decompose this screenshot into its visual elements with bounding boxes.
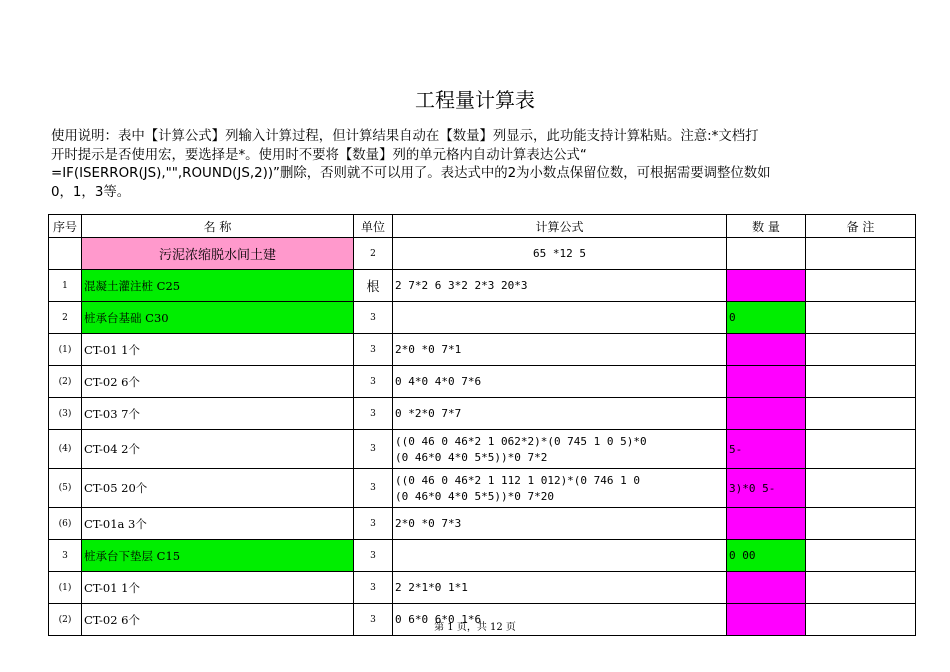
- row-remark[interactable]: [806, 572, 916, 604]
- row-unit[interactable]: 3: [354, 366, 393, 398]
- row-index: 1: [49, 270, 82, 302]
- instructions-line: 0，1，3等。: [51, 184, 131, 200]
- row-index: (1): [49, 334, 82, 366]
- row-remark[interactable]: [806, 334, 916, 366]
- row-unit[interactable]: 2: [354, 238, 393, 270]
- row-name[interactable]: 桩承台下垫层 C15: [82, 540, 354, 572]
- row-remark[interactable]: [806, 302, 916, 334]
- row-name[interactable]: CT-01 1个: [82, 334, 354, 366]
- header-name: 名 称: [82, 215, 354, 238]
- header-formula: 计算公式: [393, 215, 727, 238]
- row-name[interactable]: 桩承台基础 C30: [82, 302, 354, 334]
- row-unit[interactable]: 3: [354, 430, 393, 469]
- header-index: 序号: [49, 215, 82, 238]
- row-quantity[interactable]: [727, 238, 806, 270]
- instructions-line: =IF(ISERROR(JS),"",ROUND(JS,2))”删除，否则就不可以用了。表达式中的2为小数点保留位数，可根据需要调整位数如: [51, 166, 771, 182]
- table-row: [49, 238, 916, 270]
- table-row: [49, 540, 916, 572]
- row-unit[interactable]: 3: [354, 302, 393, 334]
- row-unit[interactable]: 3: [354, 469, 393, 508]
- row-formula[interactable]: 0 *2*0 7*7: [393, 398, 727, 430]
- row-index: 2: [49, 302, 82, 334]
- row-formula[interactable]: [393, 540, 727, 572]
- row-unit[interactable]: 3: [354, 572, 393, 604]
- row-index: (4): [49, 430, 82, 469]
- row-quantity[interactable]: 3)*0 5-: [727, 469, 806, 508]
- row-quantity[interactable]: [727, 508, 806, 540]
- row-quantity[interactable]: [727, 398, 806, 430]
- row-quantity[interactable]: [727, 572, 806, 604]
- row-formula[interactable]: [393, 302, 727, 334]
- row-formula[interactable]: 65 *12 5: [393, 238, 727, 270]
- instructions-line: 开时提示是否使用宏，要选择是*。使用时不要将【数量】列的单元格内自动计算表达公式“: [51, 147, 587, 163]
- table-row: [49, 270, 916, 302]
- row-index: [49, 238, 82, 270]
- table-row: [49, 430, 916, 469]
- table-row: [49, 302, 916, 334]
- formula-line: ((0 46 0 46*2 1 062*2)*(0 745 1 0 5)*0: [395, 434, 647, 448]
- row-formula[interactable]: 2 7*2 6 3*2 2*3 20*3: [393, 270, 727, 302]
- row-remark[interactable]: [806, 270, 916, 302]
- row-formula[interactable]: 0 6*0 6*0 1*6: [393, 604, 727, 636]
- row-remark[interactable]: [806, 540, 916, 572]
- page-footer: 第 1 页，共 12 页: [434, 622, 516, 633]
- row-name[interactable]: CT-01 1个: [82, 572, 354, 604]
- row-name[interactable]: CT-02 6个: [82, 604, 354, 636]
- calculation-table: [48, 214, 916, 636]
- row-quantity[interactable]: 0 00: [727, 540, 806, 572]
- header-remark: 备 注: [806, 215, 916, 238]
- row-name[interactable]: CT-03 7个: [82, 398, 354, 430]
- row-name[interactable]: 污泥浓缩脱水间土建: [82, 238, 354, 270]
- row-index: (1): [49, 572, 82, 604]
- row-index: (6): [49, 508, 82, 540]
- row-unit[interactable]: 3: [354, 508, 393, 540]
- table-row: [49, 469, 916, 508]
- table-header-row: [49, 215, 916, 238]
- instructions: [51, 128, 917, 202]
- row-quantity[interactable]: [727, 366, 806, 398]
- row-remark[interactable]: [806, 366, 916, 398]
- header-unit: 单位: [354, 215, 393, 238]
- table-row: [49, 508, 916, 540]
- formula-line: (0 46*0 4*0 5*5))*0 7*20: [395, 489, 554, 503]
- row-index: (2): [49, 366, 82, 398]
- row-remark[interactable]: [806, 508, 916, 540]
- row-unit[interactable]: 3: [354, 540, 393, 572]
- formula-line: ((0 46 0 46*2 1 112 1 012)*(0 746 1 0: [395, 473, 641, 487]
- row-name[interactable]: CT-02 6个: [82, 366, 354, 398]
- row-name[interactable]: CT-04 2个: [82, 430, 354, 469]
- row-formula[interactable]: [393, 469, 727, 508]
- row-quantity[interactable]: [727, 334, 806, 366]
- row-quantity[interactable]: 0: [727, 302, 806, 334]
- row-index: 3: [49, 540, 82, 572]
- row-unit[interactable]: 根: [354, 270, 393, 302]
- instructions-line: 使用说明：表中【计算公式】列输入计算过程，但计算结果自动在【数量】列显示，此功能支持计算粘贴。注意:*文档打: [51, 129, 759, 144]
- row-remark[interactable]: [806, 430, 916, 469]
- row-name[interactable]: CT-01a 3个: [82, 508, 354, 540]
- row-name[interactable]: 混凝土灌注桩 C25: [82, 270, 354, 302]
- row-quantity[interactable]: [727, 270, 806, 302]
- row-remark[interactable]: [806, 238, 916, 270]
- page-title: 工程量计算表: [415, 88, 535, 112]
- row-index: (5): [49, 469, 82, 508]
- row-formula[interactable]: 2*0 *0 7*1: [393, 334, 727, 366]
- row-remark[interactable]: [806, 469, 916, 508]
- row-formula[interactable]: [393, 430, 727, 469]
- row-unit[interactable]: 3: [354, 398, 393, 430]
- row-index: (2): [49, 604, 82, 636]
- row-index: (3): [49, 398, 82, 430]
- row-unit[interactable]: 3: [354, 334, 393, 366]
- row-formula[interactable]: 2*0 *0 7*3: [393, 508, 727, 540]
- row-unit[interactable]: 3: [354, 604, 393, 636]
- header-quantity: 数 量: [727, 215, 806, 238]
- row-remark[interactable]: [806, 398, 916, 430]
- row-formula[interactable]: 2 2*1*0 1*1: [393, 572, 727, 604]
- row-formula[interactable]: 0 4*0 4*0 7*6: [393, 366, 727, 398]
- table-row: [49, 398, 916, 430]
- table-row: [49, 572, 916, 604]
- formula-line: (0 46*0 4*0 5*5))*0 7*2: [395, 450, 548, 464]
- table-row: [49, 334, 916, 366]
- row-name[interactable]: CT-05 20个: [82, 469, 354, 508]
- row-quantity[interactable]: 5-: [727, 430, 806, 469]
- table-row: [49, 366, 916, 398]
